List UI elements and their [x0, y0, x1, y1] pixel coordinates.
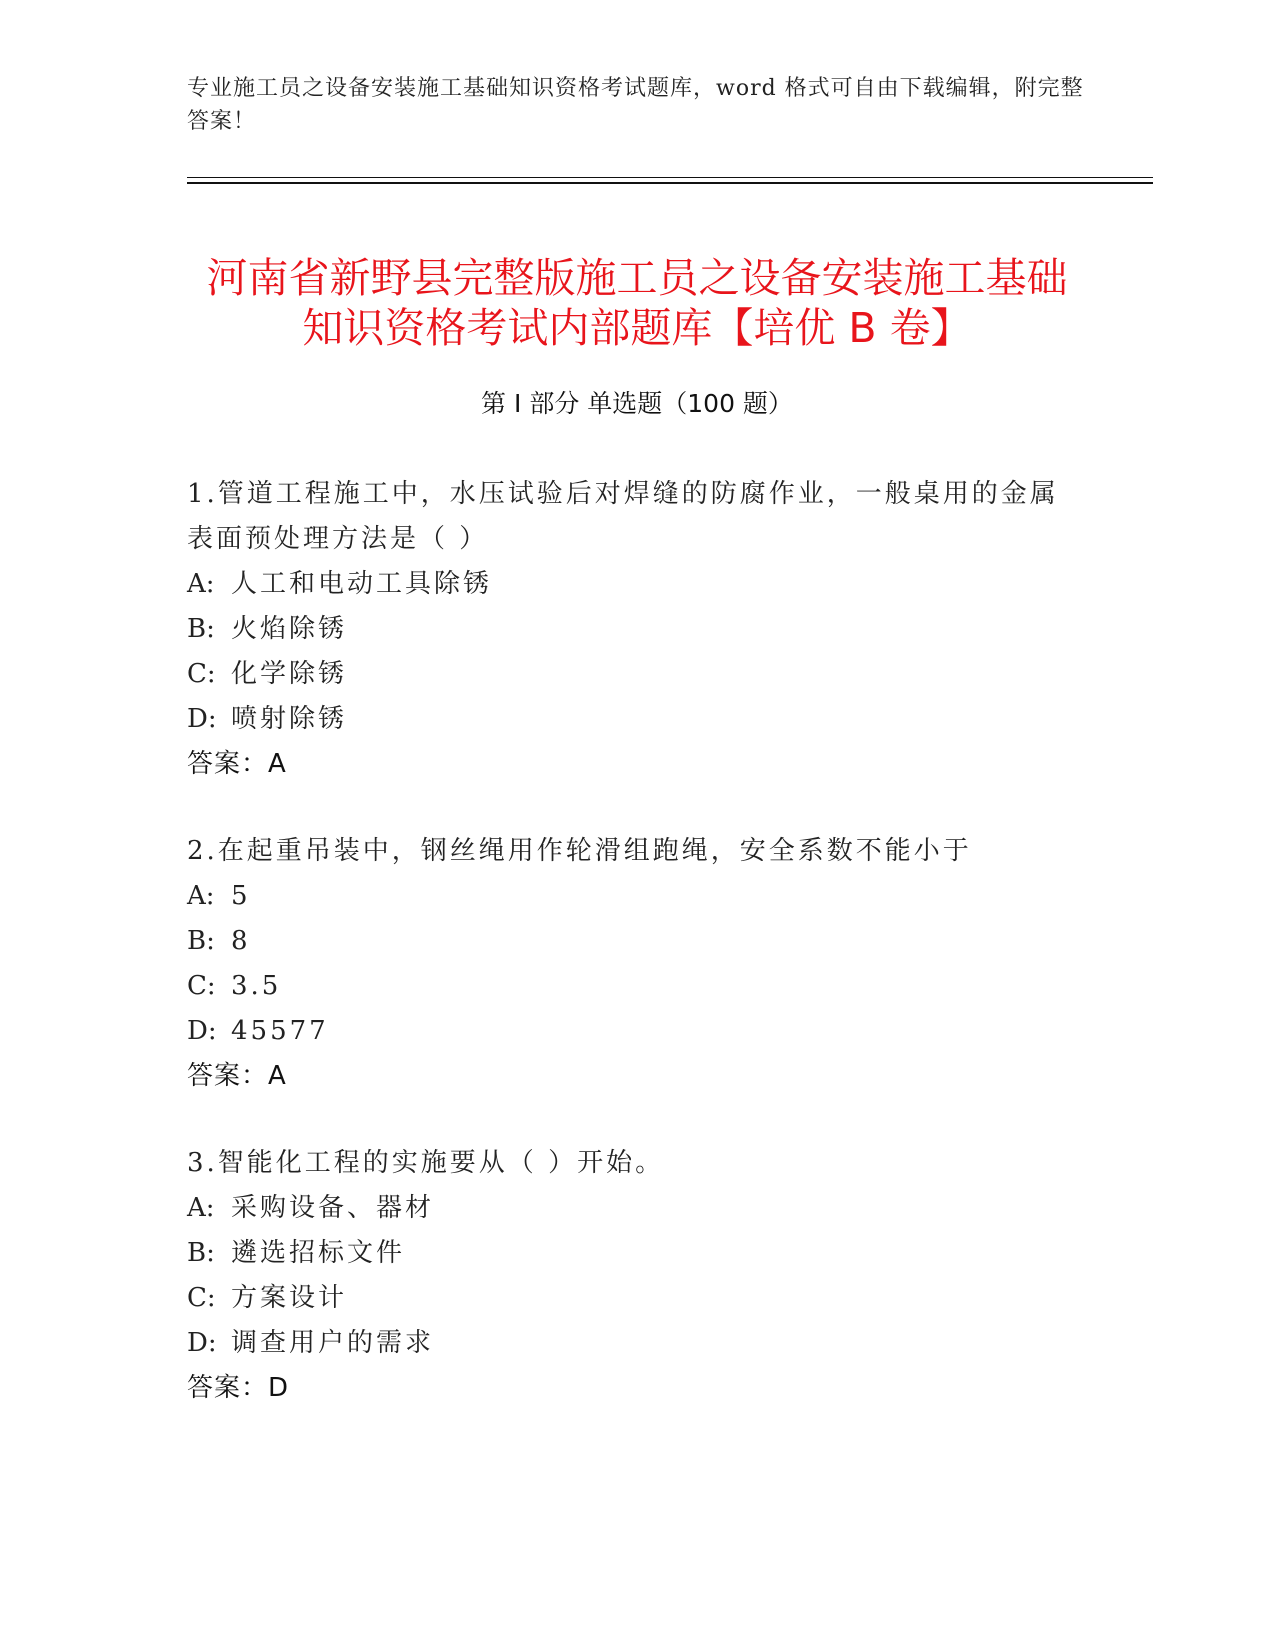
option-a: [187, 874, 1087, 919]
option-a: [187, 562, 1087, 607]
option-b: [187, 1231, 1087, 1276]
option-b: [187, 607, 1087, 652]
question-1: [187, 472, 1087, 787]
option-text: 采购设备、器材: [231, 1193, 435, 1223]
option-text: 遴选招标文件: [231, 1238, 406, 1268]
option-text: 调查用户的需求: [231, 1328, 435, 1358]
option-letter: A:: [187, 1193, 215, 1223]
option-letter: C:: [187, 659, 216, 689]
question-stem: 1.管道工程施工中，水压试验后对焊缝的防腐作业，一般桌用的金属表面预处理方法是（ ）: [187, 479, 1059, 554]
option-b: [187, 919, 1087, 964]
option-letter: B:: [187, 926, 215, 956]
option-c: [187, 652, 1087, 697]
header-rule-thick: [187, 182, 1153, 184]
option-letter: D:: [187, 1016, 217, 1046]
option-text: 喷射除锈: [231, 704, 348, 734]
option-letter: A:: [187, 569, 215, 599]
option-letter: B:: [187, 1238, 215, 1268]
document-title: 河南省新野县完整版施工员之设备安装施工基础知识资格考试内部题库【培优 B 卷】: [206, 254, 1068, 353]
option-c: [187, 1276, 1087, 1321]
header-rule-thin: [187, 177, 1153, 178]
option-d: [187, 1321, 1087, 1366]
question-2: [187, 829, 1087, 1099]
question-3: [187, 1141, 1087, 1411]
question-stem: 2.在起重吊装中，钢丝绳用作轮滑组跑绳，安全系数不能小于: [187, 836, 972, 866]
option-text: 方案设计: [231, 1283, 348, 1313]
option-text: 3.5: [231, 971, 282, 1001]
option-text: 化学除锈: [231, 659, 348, 689]
option-letter: C:: [187, 971, 216, 1001]
option-c: [187, 964, 1087, 1009]
answer: 答案：A: [187, 1061, 287, 1091]
option-d: [187, 1009, 1087, 1054]
question-stem: 3.智能化工程的实施要从（ ）开始。: [187, 1148, 665, 1178]
option-text: 人工和电动工具除锈: [231, 569, 493, 599]
option-letter: C:: [187, 1283, 216, 1313]
section-title: 第 I 部分 单选题（100 题）: [481, 389, 793, 418]
option-text: 5: [231, 881, 251, 911]
answer: 答案：D: [187, 1373, 290, 1403]
option-letter: D:: [187, 1328, 217, 1358]
option-letter: A:: [187, 881, 215, 911]
option-text: 8: [231, 926, 251, 956]
option-text: 45577: [231, 1016, 329, 1046]
answer: 答案：A: [187, 749, 287, 779]
option-a: [187, 1186, 1087, 1231]
option-letter: D:: [187, 704, 217, 734]
question-list: [187, 472, 1087, 1453]
option-text: 火焰除锈: [231, 614, 348, 644]
option-letter: B:: [187, 614, 215, 644]
header-note: 专业施工员之设备安装施工基础知识资格考试题库，word 格式可自由下载编辑，附完整答案！: [187, 76, 1084, 134]
option-d: [187, 697, 1087, 742]
